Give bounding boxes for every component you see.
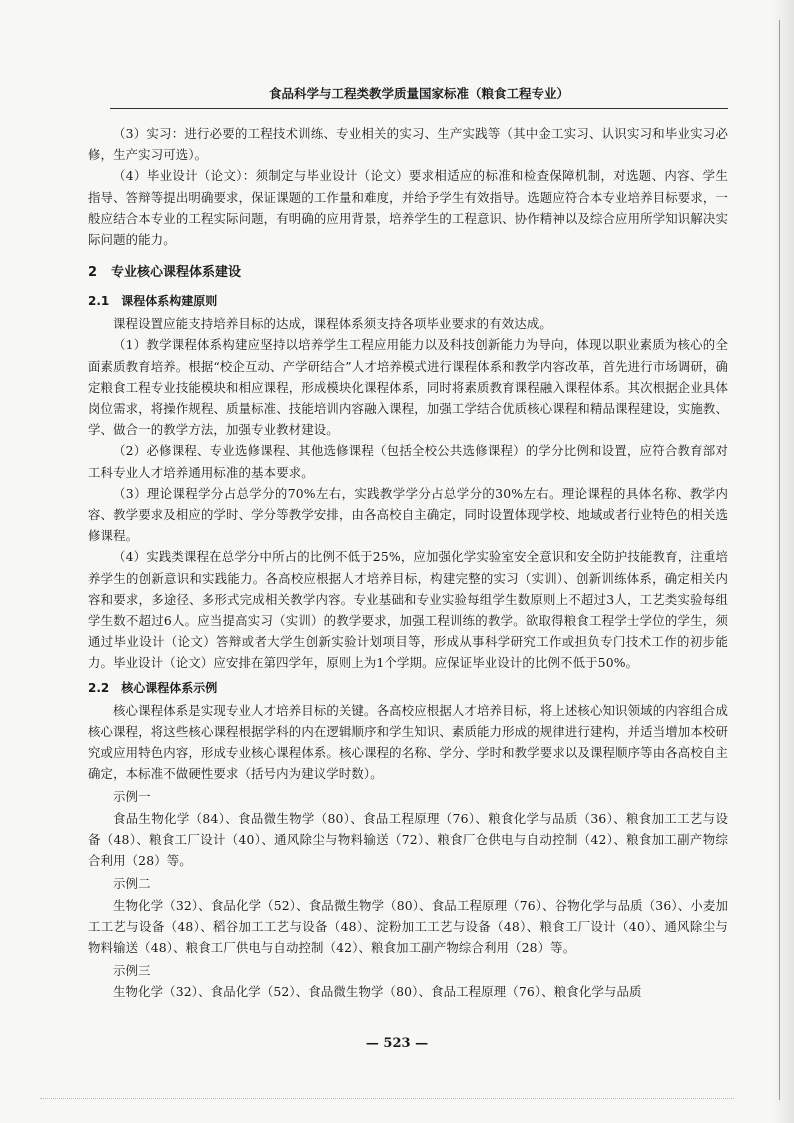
scan-binding-line: [779, 20, 780, 1100]
paragraph-2-2-intro: 核心课程体系是实现专业人才培养目标的关键。各高校应根据人才培养目标，将上述核心知识领域的内容组合成核心课程，将这些核心课程根据学科的内在逻辑顺序和学生知识、素质能力形成的规律进行建构，并适当增加本校研究或应用特色内容，形成专业核心课程体系。核心课程的名称、学分、学时和教学要求以及课程顺序等由各高校自主确定，本标准不做硬性要求（括号内为建议学时数）。: [88, 702, 728, 782]
document-page: [88, 84, 728, 1003]
paragraph-2-1-item3: （3）理论课程学分占总学分的70%左右，实践教学学分占总学分的30%左右。理论课程的具体名称、教学内容、教学要求及相应的学时、学分等教学安排，由各高校自主确定，同时设置体现学校、地域或者行业特色的相关选修课程。: [88, 485, 728, 544]
paragraph-2-1-intro: 课程设置应能支持培养目标的达成，课程体系须支持各项毕业要求的有效达成。: [113, 316, 552, 332]
paragraph-2-1-item1: （1）教学课程体系构建应坚持以培养学生工程应用能力以及科技创新能力为导向，体现以职业素质为核心的全面素质教育培养。根据“校企互动、产学研结合”人才培养模式进行课程体系和教学内容改革，首先进行市场调研，确定粮食工程专业技能模块和相应课程，形成模块化课程体系，同时将素质教育课程融入课程体系。其次根据企业具体岗位需求，将操作规程、质量标准、技能培训内容融入课程，加强工学结合优质核心课程和精品课程建设，实施教、学、做合一的教学方法，加强专业教材建设。: [88, 337, 728, 438]
subsection-number: 2.2: [88, 680, 110, 695]
scan-noise: [40, 1098, 734, 1101]
example-1-label: 示例一: [113, 789, 151, 805]
subsection-heading-2-1: [88, 291, 728, 311]
subsection-heading-2-2: [88, 678, 728, 698]
running-header: 食品科学与工程类教学质量国家标准（粮食工程专业）: [110, 84, 728, 109]
page-number: — 523 —: [365, 1036, 429, 1051]
example-1-text: 食品生物化学（84）、食品微生物学（80）、食品工程原理（76）、粮食化学与品质（36）、粮食加工工艺与设备（48）、粮食工厂设计（40）、通风除尘与物料输送（72）、粮食厂仓供电与自动控制（42）、粮食加工副产物综合利用（28）等。: [88, 810, 728, 869]
example-3-label: 示例三: [113, 963, 151, 979]
scan-edge: [772, 0, 794, 1123]
subsection-title: 核心课程体系示例: [121, 680, 218, 695]
subsection-number: 2.1: [88, 294, 110, 309]
section-heading-2: [88, 263, 728, 283]
paragraph-2-1-item4: （4）实践类课程在总学分中所占的比例不低于25%，应加强化学实验室安全意识和安全防护技能教育，注重培养学生的创新意识和实践能力。各高校应根据人才培养目标，构建完整的实习（实训）、创新训练体系，确定相关内容和要求，多途径、多形式完成相关教学内容。专业基础和专业实验每组学生数原则上不超过3人，工艺类实验每组学生数不超过6人。应当提高实习（实训）的教学要求，加强工程训练的教学。欲取得粮食工程学士学位的学生，须通过毕业设计（论文）答辩或者大学生创新实验计划项目等，形成从事科学研究工作或担负专门技术工作的初步能力。毕业设计（论文）应安排在第四学年，原则上为1个学期。应保证毕业设计的比例不低于50%。: [88, 549, 728, 671]
paragraph-thesis: （4）毕业设计（论文）：须制定与毕业设计（论文）要求相适应的标准和检查保障机制，对选题、内容、学生指导、答辩等提出明确要求，保证课题的工作量和难度，并给予学生有效指导。选题应符合本专业培养目标要求，一般应结合本专业的工程实际问题，有明确的应用背景，培养学生的工程意识、协作精神以及综合应用所学知识解决实际问题的能力。: [88, 168, 728, 248]
paragraph-2-1-item2: （2）必修课程、专业选修课程、其他选修课程（包括全校公共选修课程）的学分比例和设置，应符合教育部对工科专业人才培养通用标准的基本要求。: [88, 443, 728, 480]
subsection-title: 课程体系构建原则: [121, 294, 218, 309]
example-2-label: 示例二: [113, 876, 151, 892]
section-title: 专业核心课程体系建设: [111, 265, 242, 281]
example-3-text: 生物化学（32）、食品化学（52）、食品微生物学（80）、食品工程原理（76）、粮食化学与品质: [113, 984, 642, 1000]
example-2-text: 生物化学（32）、食品化学（52）、食品微生物学（80）、食品工程原理（76）、谷物化学与品质（36）、小麦加工工艺与设备（48）、稻谷加工工艺与设备（48）、淀粉加工工艺与设备（48）、粮食工厂设计（40）、通风除尘与物料输送（48）、粮食工厂供电与自动控制（42）、粮食加工副产物综合利用（28）等。: [88, 897, 728, 955]
paragraph-practice: （3）实习：进行必要的工程技术训练、专业相关的实习、生产实践等（其中金工实习、认识实习和毕业实习必修，生产实习可选）。: [88, 126, 728, 163]
page-content: [88, 123, 728, 1003]
section-number: 2: [88, 265, 98, 281]
